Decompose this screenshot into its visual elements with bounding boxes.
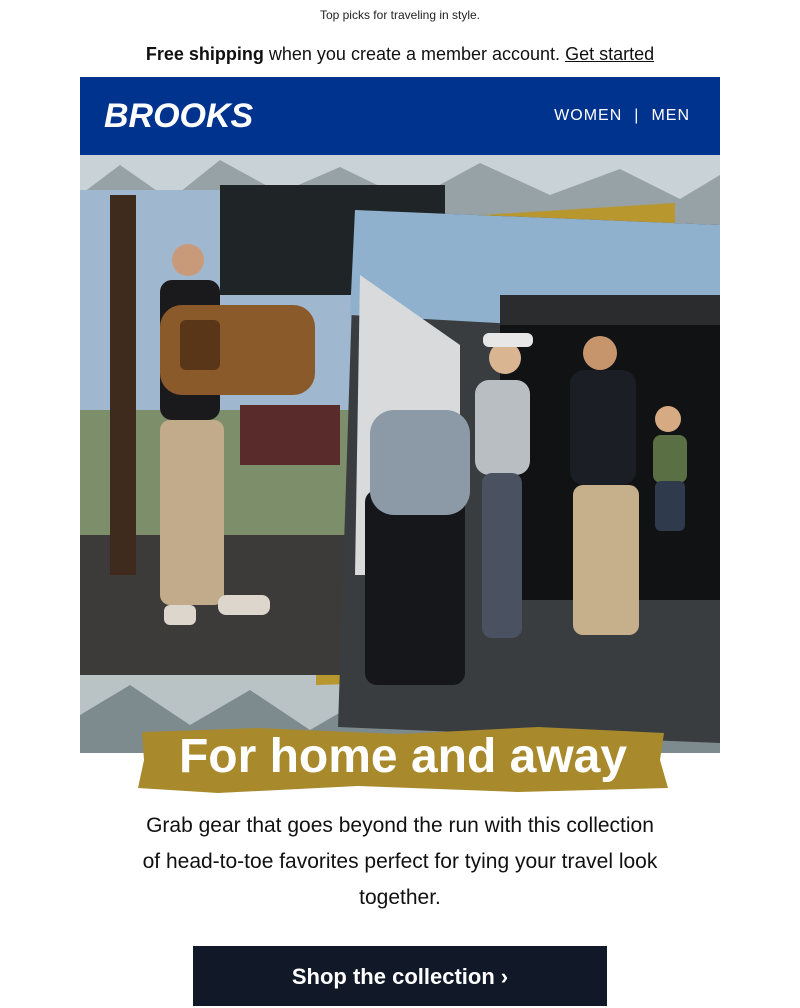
- get-started-link[interactable]: Get started: [565, 44, 655, 64]
- brand-header: [80, 77, 720, 155]
- brooks-logo[interactable]: [104, 97, 264, 133]
- shop-collection-label: Shop the collection: [291, 964, 495, 989]
- shipping-bold: Free shipping: [145, 44, 264, 64]
- headline-banner: [138, 724, 668, 794]
- shipping-text: when you create a member account.: [263, 44, 566, 64]
- shipping-banner: [0, 44, 800, 65]
- nav-separator: |: [634, 107, 640, 124]
- photo-right: [338, 210, 720, 743]
- shop-collection-button[interactable]: [193, 946, 607, 1006]
- logo-text: BROOKS: [104, 97, 254, 133]
- main-nav: [554, 107, 690, 125]
- nav-women[interactable]: WOMEN: [554, 107, 623, 124]
- nav-men[interactable]: MEN: [651, 107, 690, 124]
- hero-collage: [80, 155, 720, 753]
- chevron-right-icon: ›: [500, 964, 509, 989]
- body-copy: Grab gear that goes beyond the run with this collection of head-to-toe favorites perfect for tying your travel look together.: [142, 814, 658, 909]
- headline: For home and away: [178, 730, 628, 783]
- preheader-text: Top picks for traveling in style.: [319, 8, 481, 22]
- hero-image[interactable]: [80, 155, 720, 753]
